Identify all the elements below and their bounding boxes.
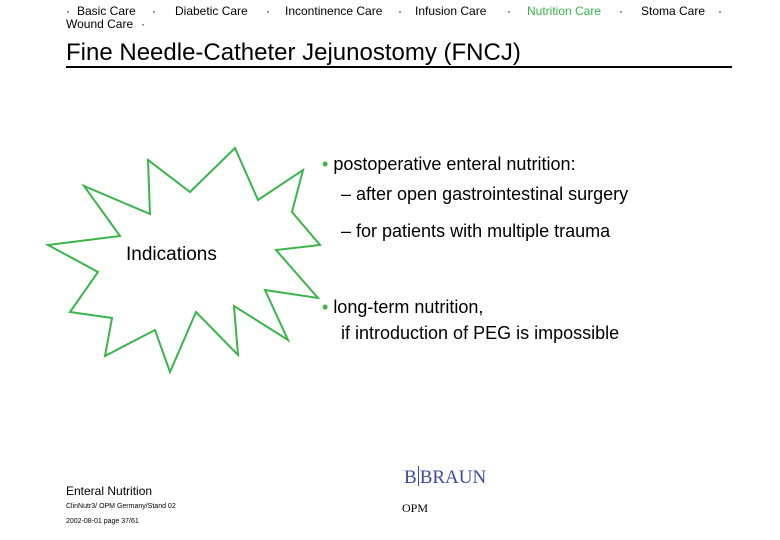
nav-separator: · <box>398 4 402 18</box>
nav-item-diabetic-care[interactable]: Diabetic Care <box>175 4 248 18</box>
footer-label: Enteral Nutrition <box>66 484 153 498</box>
nav-item-nutrition-care[interactable]: Nutrition Care <box>527 4 602 18</box>
bullet-dot-icon: • <box>322 297 334 317</box>
nav-separator: · <box>266 4 270 18</box>
sub-bullet-item: – for patients with multiple trauma <box>341 221 611 241</box>
bbraun-logo: B BRAUN <box>404 467 487 488</box>
bullet-text: long-term nutrition, <box>333 297 484 317</box>
nav-separator: · <box>507 4 511 18</box>
bullet-dot-icon: • <box>322 154 334 174</box>
nav-separator: · <box>141 17 145 31</box>
footer-code: ClinNutr3/ OPM Germany/Stand 02 <box>66 503 176 510</box>
nav-item-infusion-care[interactable]: Infusion Care <box>415 4 487 18</box>
bullet-item <box>322 297 483 318</box>
nav-item-basic-care[interactable]: Basic Care <box>77 4 136 18</box>
bullet-continuation: if introduction of PEG is impossible <box>341 323 620 343</box>
indications-label: Indications <box>126 244 217 265</box>
bullet-item <box>322 154 575 175</box>
nav-item-stoma-care[interactable]: Stoma Care <box>641 4 706 18</box>
nav-separator: · <box>152 4 156 18</box>
nav-item-wound-care[interactable]: Wound Care <box>66 17 134 31</box>
nav-separator: · <box>619 4 623 18</box>
nav-item-incontinence-care[interactable]: Incontinence Care <box>285 4 383 18</box>
division-label: OPM <box>402 501 429 515</box>
nav-separator: · <box>66 4 70 18</box>
footer-date-page: 2002-08-01 page 37/61 <box>66 518 139 525</box>
bullet-text: postoperative enteral nutrition: <box>333 154 576 174</box>
nav-separator: · <box>718 4 722 18</box>
page-title: Fine Needle-Catheter Jejunostomy (FNCJ) <box>66 39 521 66</box>
sub-bullet-item: – after open gastrointestinal surgery <box>341 184 629 204</box>
